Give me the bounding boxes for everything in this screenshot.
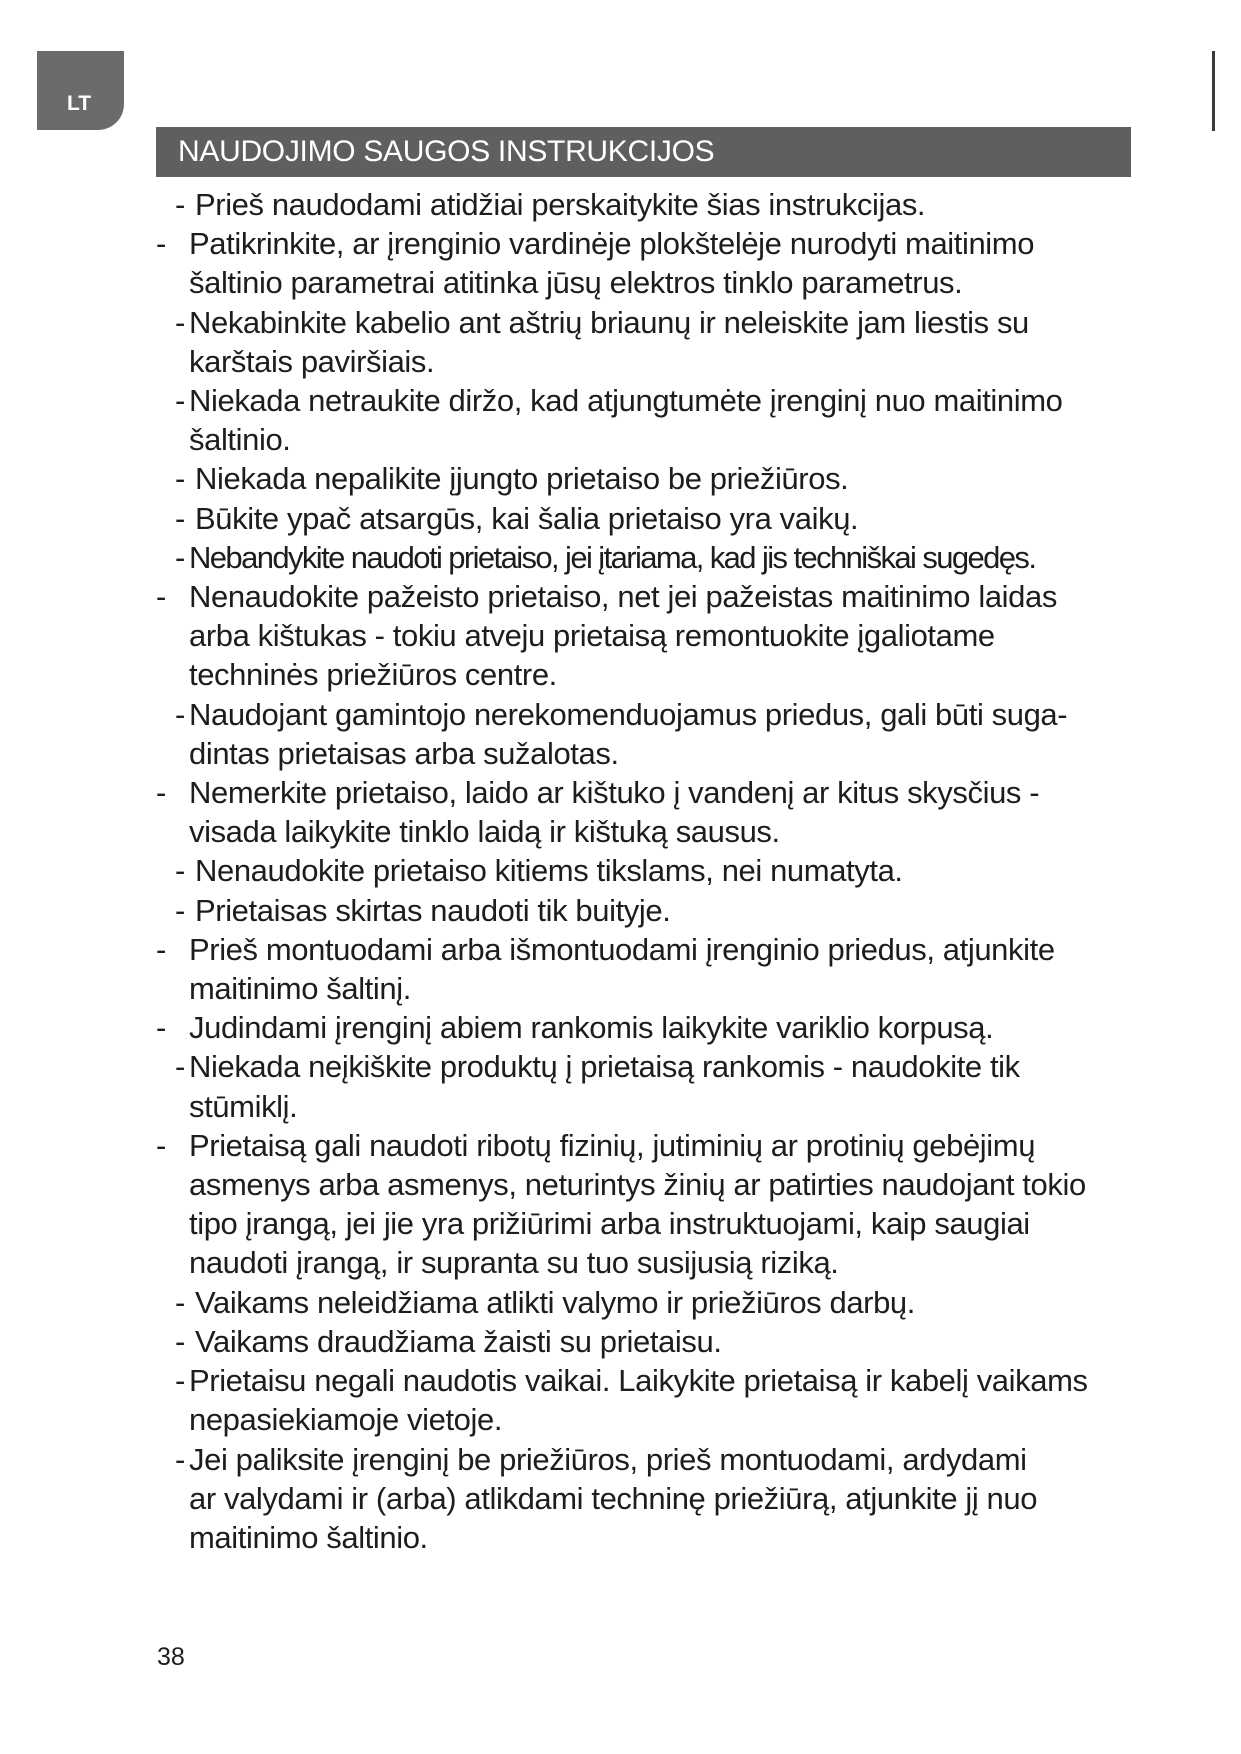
instruction-item <box>0 224 1149 302</box>
instruction-line: Vaikams draudžiama žaisti su prietaisu. <box>195 1323 722 1359</box>
instruction-line: techninės priežiūros centre. <box>189 657 557 693</box>
instruction-item <box>0 1440 1149 1558</box>
instruction-text <box>189 773 1149 851</box>
bullet-dash: - <box>156 226 166 262</box>
instruction-item <box>0 499 1149 538</box>
instruction-line: karštais paviršiais. <box>189 343 435 379</box>
instruction-line: stūmiklį. <box>189 1088 298 1124</box>
bullet-dash: - <box>175 187 185 222</box>
instruction-text <box>195 185 1149 224</box>
section-title: NAUDOJIMO SAUGOS INSTRUKCIJOS <box>178 135 715 168</box>
language-tab <box>37 51 124 130</box>
instruction-line: asmenys arba asmenys, neturintys žinių ar patirties naudojant tokio <box>189 1167 1086 1203</box>
bullet-dash: - <box>175 500 185 536</box>
section-header <box>156 127 1131 177</box>
instruction-line: Patikrinkite, ar įrenginio vardinėje plokštelėje nurodyti maitinimo <box>189 226 1035 262</box>
instruction-line: Nekabinkite kabelio ant aštrių briaunų ir neleiskite jam liestis su <box>189 304 1029 340</box>
instruction-text <box>189 303 1149 381</box>
instruction-item <box>0 303 1149 381</box>
instruction-text <box>195 459 1149 498</box>
instruction-line: naudoti įrangą, ir supranta su tuo susijusią riziką. <box>189 1245 839 1281</box>
instruction-item <box>0 1008 1149 1047</box>
instruction-line: šaltinio parametrai atitinka jūsų elektros tinklo parametrus. <box>189 265 963 301</box>
instruction-line: Būkite ypač atsargūs, kai šalia prietaiso yra vaikų. <box>195 500 859 536</box>
bullet-dash: - <box>175 853 185 889</box>
instruction-line: ar valydami ir (arba) atlikdami techninę priežiūrą, atjunkite jį nuo <box>189 1480 1038 1516</box>
instruction-line: nepasiekiamoje vietoje. <box>189 1402 503 1438</box>
bullet-dash: - <box>175 892 185 928</box>
bullet-dash: - <box>175 304 185 340</box>
instruction-line: Naudojant gamintojo nerekomenduojamus priedus, gali būti suga- <box>189 696 1068 732</box>
instruction-line: Prietaisu negali naudotis vaikai. Laikykite prietaisą ir kabelį vaikams <box>189 1363 1088 1399</box>
instruction-line: Nenaudokite pažeisto prietaiso, net jei pažeistas maitinimo laidas <box>189 579 1057 615</box>
instruction-item <box>0 1361 1149 1439</box>
instruction-line: Vaikams neleidžiama atlikti valymo ir priežiūros darbų. <box>195 1284 915 1320</box>
bullet-dash: - <box>175 461 185 497</box>
instruction-item <box>0 1047 1149 1125</box>
instruction-text <box>189 224 1149 302</box>
bullet-dash: - <box>156 579 166 615</box>
bullet-dash: - <box>175 1323 185 1359</box>
instruction-line: Jei paliksite įrenginį be priežiūros, prieš montuodami, ardydami <box>189 1441 1027 1477</box>
instruction-item <box>0 773 1149 851</box>
bullet-dash: - <box>175 1049 185 1085</box>
instruction-line: Prietaisą gali naudoti ribotų fizinių, jutiminių ar protinių gebėjimų <box>189 1127 1036 1163</box>
instruction-item <box>0 891 1149 930</box>
instruction-item <box>0 538 1149 577</box>
bullet-dash: - <box>175 1441 185 1477</box>
instruction-item <box>0 1322 1149 1361</box>
instruction-line: maitinimo šaltinį. <box>189 971 411 1007</box>
instruction-line: dintas prietaisas arba sužalotas. <box>189 735 619 771</box>
instruction-line: arba kištukas - tokiu atveju prietaisą remontuokite įgaliotame <box>189 618 995 654</box>
instruction-line: Judindami įrenginį abiem rankomis laikykite variklio korpusą. <box>189 1010 994 1046</box>
instruction-text <box>189 695 1149 773</box>
corner-rule <box>1212 51 1215 131</box>
instruction-line: visada laikykite tinklo laidą ir kištuką sausus. <box>189 814 780 850</box>
instruction-item <box>0 185 1149 224</box>
instruction-text <box>189 1047 1149 1125</box>
instruction-text <box>195 851 1149 890</box>
instruction-text <box>195 499 1149 538</box>
instruction-item <box>0 1283 1149 1322</box>
bullet-dash: - <box>156 1127 166 1163</box>
instruction-line: Niekada nepalikite įjungto prietaiso be priežiūros. <box>195 461 849 497</box>
instruction-item <box>0 577 1149 695</box>
bullet-dash: - <box>175 696 185 732</box>
instruction-item <box>0 695 1149 773</box>
safety-instructions-list <box>0 185 1241 1557</box>
instruction-line: Niekada neįkiškite produktų į prietaisą rankomis - naudokite tik <box>189 1049 1020 1085</box>
language-code: LT <box>67 92 92 115</box>
instruction-text <box>189 1440 1149 1558</box>
bullet-dash: - <box>156 775 166 811</box>
bullet-dash: - <box>175 1284 185 1320</box>
instruction-line: maitinimo šaltinio. <box>189 1519 428 1555</box>
instruction-text <box>195 1283 1149 1322</box>
instruction-line: Prieš naudodami atidžiai perskaitykite šias instrukcijas. <box>195 187 926 222</box>
instruction-item <box>0 851 1149 890</box>
bullet-dash: - <box>175 383 185 419</box>
instruction-text <box>195 1322 1149 1361</box>
instruction-line: Nebandykite naudoti prietaiso, jei įtariama, kad jis techniškai sugedęs. <box>189 539 1036 575</box>
instruction-text <box>189 538 1149 577</box>
instruction-text <box>189 1361 1149 1439</box>
instruction-line: šaltinio. <box>189 422 291 458</box>
instruction-text <box>189 1126 1149 1283</box>
page-number: 38 <box>157 1643 185 1671</box>
instruction-line: Niekada netraukite diržo, kad atjungtumėte įrenginį nuo maitinimo <box>189 383 1063 419</box>
bullet-dash: - <box>156 931 166 967</box>
instruction-item <box>0 381 1149 459</box>
bullet-dash: - <box>175 1363 185 1399</box>
instruction-line: Nenaudokite prietaiso kitiems tikslams, nei numatyta. <box>195 853 903 889</box>
instruction-item <box>0 459 1149 498</box>
instruction-line: tipo įrangą, jei jie yra prižiūrimi arba instruktuojami, kaip saugiai <box>189 1206 1030 1242</box>
instruction-line: Prieš montuodami arba išmontuodami įrenginio priedus, atjunkite <box>189 931 1055 967</box>
instruction-text <box>189 577 1149 695</box>
instruction-item <box>0 930 1149 1008</box>
instruction-line: Nemerkite prietaiso, laido ar kištuko į vandenį ar kitus skysčius - <box>189 775 1040 811</box>
bullet-dash: - <box>175 539 184 575</box>
instruction-text <box>189 381 1149 459</box>
instruction-text <box>189 1008 1149 1047</box>
instruction-text <box>189 930 1149 1008</box>
bullet-dash: - <box>156 1010 166 1046</box>
instruction-line: Prietaisas skirtas naudoti tik buityje. <box>195 892 671 928</box>
instruction-item <box>0 1126 1149 1283</box>
instruction-text <box>195 891 1149 930</box>
